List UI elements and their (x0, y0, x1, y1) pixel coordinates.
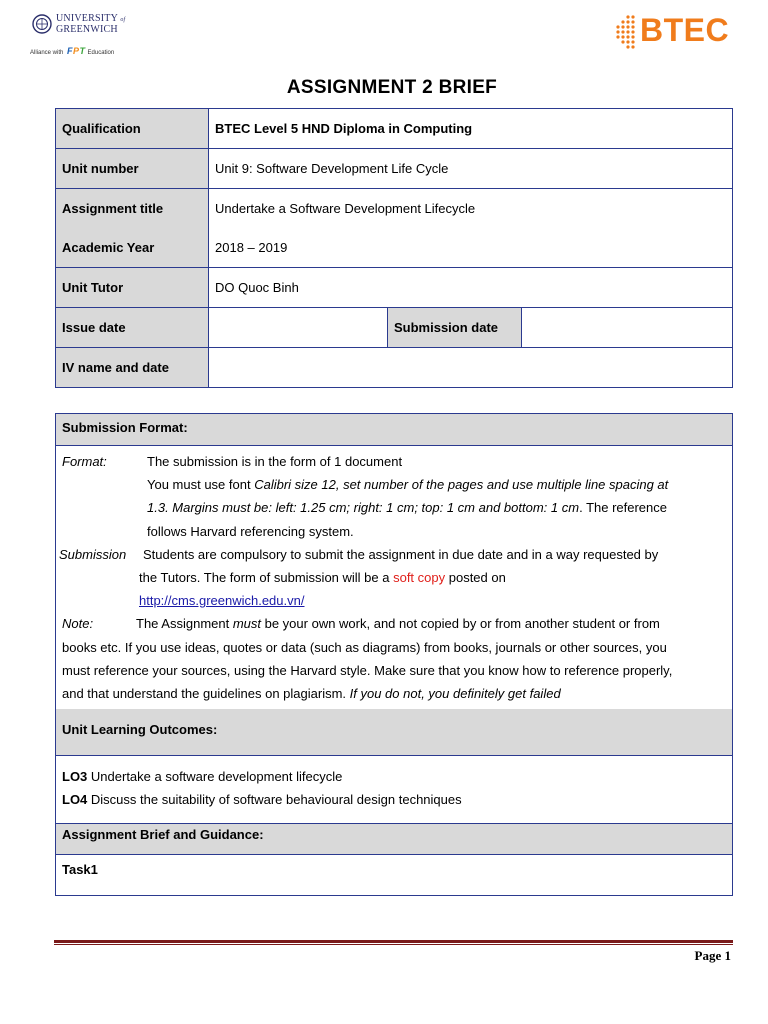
qualification-label: Qualification (56, 109, 209, 149)
margins-line (62, 496, 726, 519)
submission-link-line (62, 589, 726, 612)
margins-italic: 1.3. Margins must be: left: 1.25 cm; right: 1 cm; top: 1 cm and bottom: 1 cm (147, 500, 580, 516)
submission-line (59, 543, 726, 566)
table-row (56, 268, 733, 308)
lo-code: LO4 (62, 792, 88, 808)
table-row (56, 149, 733, 189)
table-row (56, 308, 733, 348)
note-label: Note: (62, 616, 94, 632)
soft-copy-text: soft copy (393, 570, 446, 586)
list-item (62, 788, 726, 811)
task-label: Task1 (62, 862, 98, 878)
learning-outcomes-heading: Unit Learning Outcomes: (56, 709, 732, 756)
unit-tutor-label: Unit Tutor (56, 268, 209, 308)
submission-line2-pre: the Tutors. The form of submission will be a (139, 570, 394, 586)
font-line-italic: Calibri size 12, set number of the pages and use multiple line spacing at (254, 477, 669, 493)
issue-date-value (209, 308, 388, 348)
footer-rule (54, 940, 733, 943)
list-item (62, 765, 726, 788)
note-line4-pre: and that understand the guidelines on plagiarism. (62, 686, 350, 702)
lo-code: LO3 (62, 769, 88, 785)
lo-text: Undertake a software development lifecycle (87, 769, 343, 785)
btec-logo (614, 14, 748, 52)
format-line (62, 450, 726, 473)
note-line1-post: be your own work, and not copied by or from another student or from (261, 616, 660, 632)
note-line3: must reference your sources, using the Harvard style. Make sure that you know how to reference properly, (62, 662, 673, 678)
font-line-prefix: You must use font (147, 477, 255, 493)
page-title: ASSIGNMENT 2 BRIEF (286, 77, 498, 98)
iv-name-label: IV name and date (56, 348, 209, 388)
guidance-heading: Assignment Brief and Guidance: (56, 824, 732, 855)
assignment-info-table (55, 108, 733, 388)
table-row (56, 189, 733, 229)
note-line4 (62, 682, 726, 705)
table-row (56, 348, 733, 388)
font-line (62, 473, 726, 496)
footer-rule-thin (54, 944, 733, 945)
note-pre: The Assignment (136, 616, 233, 632)
fpt-logo: FPT (67, 46, 86, 56)
note-line (62, 612, 726, 635)
btec-dots-icon (614, 14, 638, 50)
lo-text: Discuss the suitability of software behavioural design techniques (87, 792, 462, 808)
cms-link[interactable]: http://cms.greenwich.edu.vn/ (139, 593, 305, 609)
alliance-line: Alliance with FPT Education (30, 46, 115, 56)
format-label: Format: (62, 454, 107, 469)
submission-line2-post: posted on (445, 570, 506, 586)
qualification-value: BTEC Level 5 HND Diploma in Computing (209, 109, 733, 149)
submission-box (55, 413, 733, 896)
assignment-title-label: Assignment title (56, 189, 209, 229)
harvard-line: follows Harvard referencing system. (147, 523, 354, 539)
margins-after: . The reference (579, 500, 667, 516)
submission-date-value (522, 308, 733, 348)
learning-outcomes-list (56, 756, 732, 824)
submission-format-heading: Submission Format: (56, 414, 732, 446)
crest-icon (32, 14, 52, 34)
submission-format-body (56, 446, 732, 709)
submission-line1: Students are compulsory to submit the assignment in due date and in a way requested by (143, 546, 659, 562)
page-number: Page 1 (694, 948, 731, 963)
university-of-greenwich-logo (30, 12, 140, 60)
note-must: must (232, 616, 261, 632)
issue-date-label: Issue date (56, 308, 209, 348)
academic-year-label: Academic Year (56, 228, 209, 268)
unit-number-value: Unit 9: Software Development Life Cycle (209, 149, 733, 189)
note-line2: books etc. If you use ideas, quotes or data (such as diagrams) from books, journals or other sources, you (62, 639, 667, 655)
assignment-title-value: Undertake a Software Development Lifecycle (209, 189, 733, 229)
note-line4-italic: If you do not, you definitely get failed (349, 686, 561, 702)
iv-name-value (209, 348, 733, 388)
table-row (56, 109, 733, 149)
format-text: The submission is in the form of 1 document (147, 454, 403, 469)
btec-wordmark: BTEC (640, 12, 730, 48)
submission-label: Submission (59, 546, 127, 562)
submission-line2 (62, 566, 726, 589)
table-row (56, 228, 733, 268)
unit-tutor-value: DO Quoc Binh (209, 268, 733, 308)
academic-year-value: 2018 – 2019 (209, 228, 733, 268)
unit-number-label: Unit number (56, 149, 209, 189)
university-name: UNIVERSITY of GREENWICH (56, 13, 126, 35)
submission-date-label: Submission date (388, 308, 522, 348)
